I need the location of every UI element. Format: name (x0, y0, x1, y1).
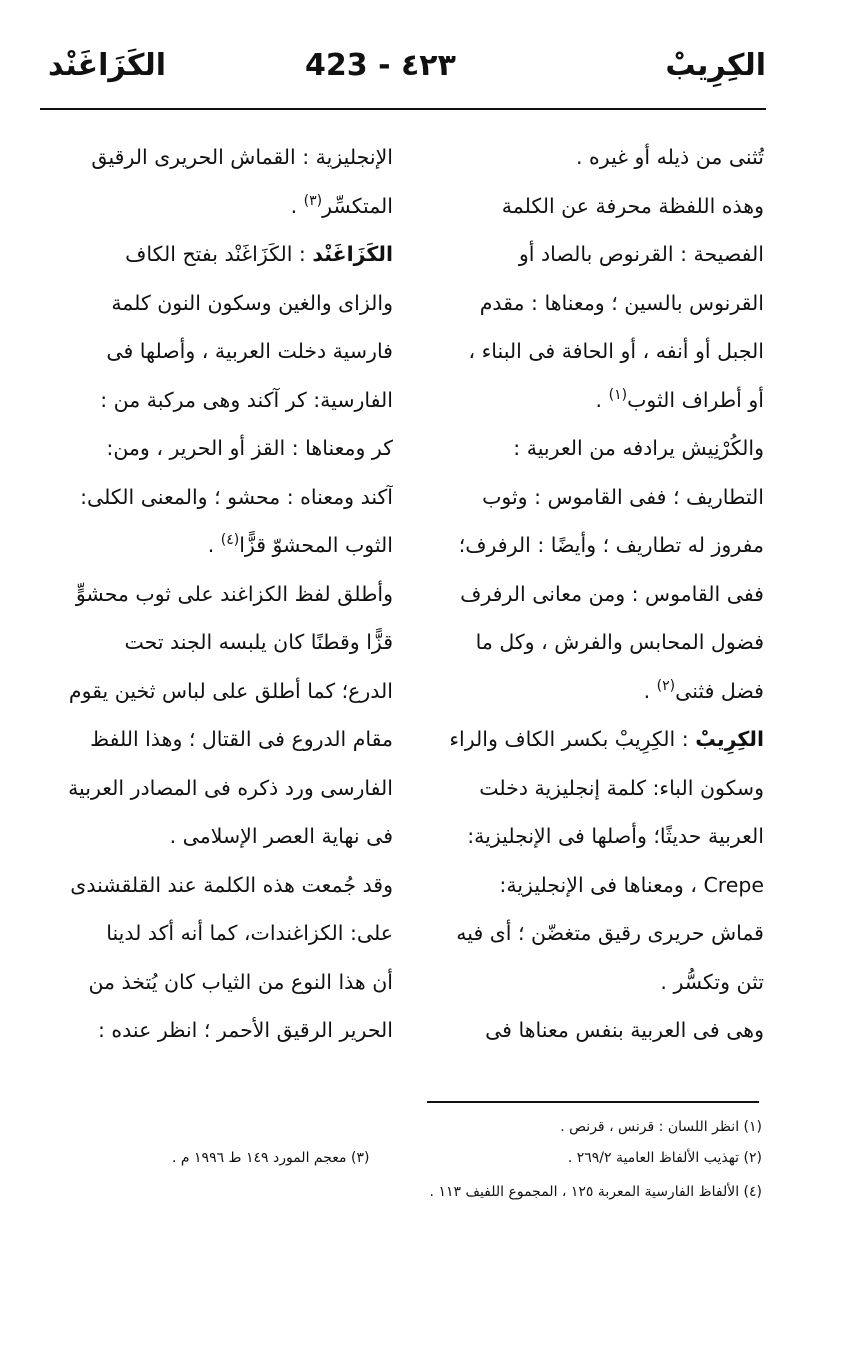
text-line: وسكون الباء: كلمة إنجليزية دخلت (479, 775, 764, 800)
text-line: أن هذا النوع من الثياب كان يُتخذ من (88, 969, 393, 994)
text-line: الدرع؛ كما أطلق على لباس ثخين يقوم (68, 678, 393, 703)
footnote: (٤) الألفاظ الفارسية المعربة ١٢٥ ، المجموع اللفيف ١١٣ . (429, 1184, 762, 1200)
text-line: الفارسى ورد ذكره فى المصادر العربية (68, 775, 393, 800)
period: . (595, 387, 603, 412)
period: . (290, 193, 298, 218)
text-segment: : الكَزَاغَنْد بفتح الكاف (125, 242, 306, 266)
text-line: وهذه اللفظة محرفة عن الكلمة (501, 193, 764, 218)
footnote: (٣) معجم المورد ١٤٩ ط ١٩٩٦ م . (172, 1150, 370, 1166)
footnote: (١) انظر اللسان : قرنس ، قرنص . (560, 1119, 762, 1135)
footnote-ref: (١) (608, 386, 628, 403)
page-number: 423 - ٤٢٣ (305, 48, 456, 83)
text-segment: أو أطراف الثوب (627, 387, 764, 412)
text-line: الجبل أو أنفه ، أو الحافة فى البناء ، (468, 339, 764, 363)
text-line (48, 182, 393, 231)
text-line: آكند ومعناه : محشو ؛ والمعنى الكلى: (80, 484, 393, 509)
text-segment: الثوب المحشوّ قزًّا (239, 533, 393, 557)
text-line: تُثنى من ذيله أو غيره . (575, 145, 764, 169)
entry-term: الكِرِيبْ (695, 727, 764, 751)
text-line: تثن وتكسُّر . (660, 969, 764, 994)
footnote-ref: (٣) (303, 192, 323, 209)
entry-term: الكَزَاغَنْد (312, 242, 393, 266)
period: . (207, 533, 215, 557)
text-line: العربية حديثًا؛ وأصلها فى الإنجليزية: (467, 824, 764, 848)
text-line: قزًّا وقطنًا كان يلبسه الجند تحت (124, 630, 393, 654)
footnote-rule (427, 1101, 759, 1103)
left-column (48, 133, 393, 1055)
text-segment: فضل فثنى (675, 678, 764, 703)
text-segment: المتكسِّر (322, 193, 393, 218)
text-line: ففى القاموس : ومن معانى الرفرف (460, 581, 764, 606)
text-line: فارسية دخلت العربية ، وأصلها فى (106, 339, 393, 363)
footnote: (٢) تهذيب الألفاظ العامية ٢٦٩/٢ . (567, 1150, 762, 1166)
text-line: الفصيحة : القرنوص بالصاد أو (518, 242, 764, 266)
running-head-right: الكِرِيبْ (665, 48, 766, 83)
text-line: كر ومعناها : القز أو الحرير ، ومن: (106, 436, 393, 460)
text-line (414, 376, 764, 425)
text-line (414, 667, 764, 716)
text-line: القرنوس بالسين ؛ ومعناها : مقدم (479, 290, 764, 315)
right-column (414, 133, 764, 1055)
text-line: فى نهاية العصر الإسلامى . (169, 824, 393, 848)
text-line: الحرير الرقيق الأحمر ؛ انظر عنده : (97, 1018, 393, 1042)
text-line: والزاى والغين وسكون النون كلمة (111, 290, 393, 315)
running-head-left: الكَزَاغَنْد (48, 48, 167, 83)
text-line: مقام الدروع فى القتال ؛ وهذا اللفظ (90, 727, 393, 751)
text-line: فضول المحابس والفرش ، وكل ما (475, 630, 764, 654)
text-line: التطاريف ؛ ففى القاموس : وثوب (482, 484, 764, 509)
text-segment: : الكِرِيبْ بكسر الكاف والراء (449, 727, 689, 751)
text-line: الإنجليزية : القماش الحريرى الرقيق (91, 145, 393, 169)
text-line: الفارسية: كر آكند وهى مركبة من : (100, 387, 393, 412)
header-rule (40, 108, 766, 110)
text-line: قماش حريرى رقيق متغضّن ؛ أى فيه (456, 921, 764, 945)
text-line (48, 230, 393, 279)
text-line: وأطلق لفظ الكزاغند على ثوب محشوٍّ (75, 581, 393, 606)
text-line (414, 715, 764, 764)
text-line: والكُرْنِيش يرادفه من العربية : (513, 436, 764, 460)
text-line: Crepe ، ومعناها فى الإنجليزية: (499, 872, 764, 897)
footnote-ref: (٤) (220, 532, 240, 549)
text-line: مفروز له تطاريف ؛ وأيضًا : الرفرف؛ (458, 533, 764, 557)
text-line: وقد جُمعت هذه الكلمة عند القلقشندى (70, 872, 393, 897)
text-line: على: الكزاغندات، كما أنه أكد لدينا (106, 921, 393, 945)
period: . (643, 678, 651, 703)
footnote-ref: (٢) (656, 677, 676, 694)
text-line (48, 521, 393, 570)
text-line: وهى فى العربية بنفس معناها فى (485, 1018, 764, 1042)
